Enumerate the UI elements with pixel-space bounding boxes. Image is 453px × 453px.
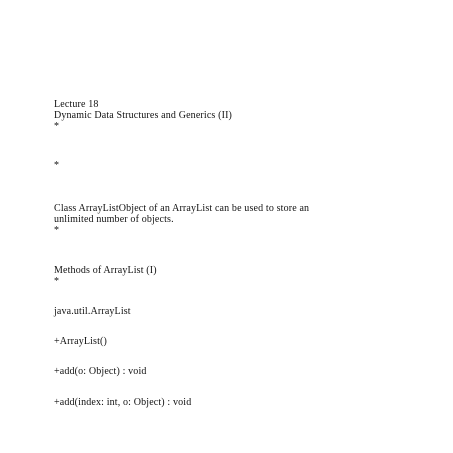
method-signature: +add(o: Object) : void [54, 366, 147, 377]
lecture-number: Lecture 18 [54, 99, 99, 110]
class-name: java.util.ArrayList [54, 306, 131, 317]
separator-asterisk: * [54, 225, 60, 236]
body-text-line: unlimited number of objects. [54, 214, 174, 225]
section-heading: Methods of ArrayList (I) [54, 265, 157, 276]
separator-asterisk: * [54, 121, 60, 132]
separator-asterisk: * [54, 160, 60, 171]
lecture-title: Dynamic Data Structures and Generics (II) [54, 110, 233, 121]
separator-asterisk: * [54, 276, 60, 287]
method-signature: +add(index: int, o: Object) : void [54, 397, 192, 408]
method-signature: +ArrayList() [54, 336, 107, 347]
body-text-line: Class ArrayListObject of an ArrayList can be used to store an [54, 203, 310, 214]
